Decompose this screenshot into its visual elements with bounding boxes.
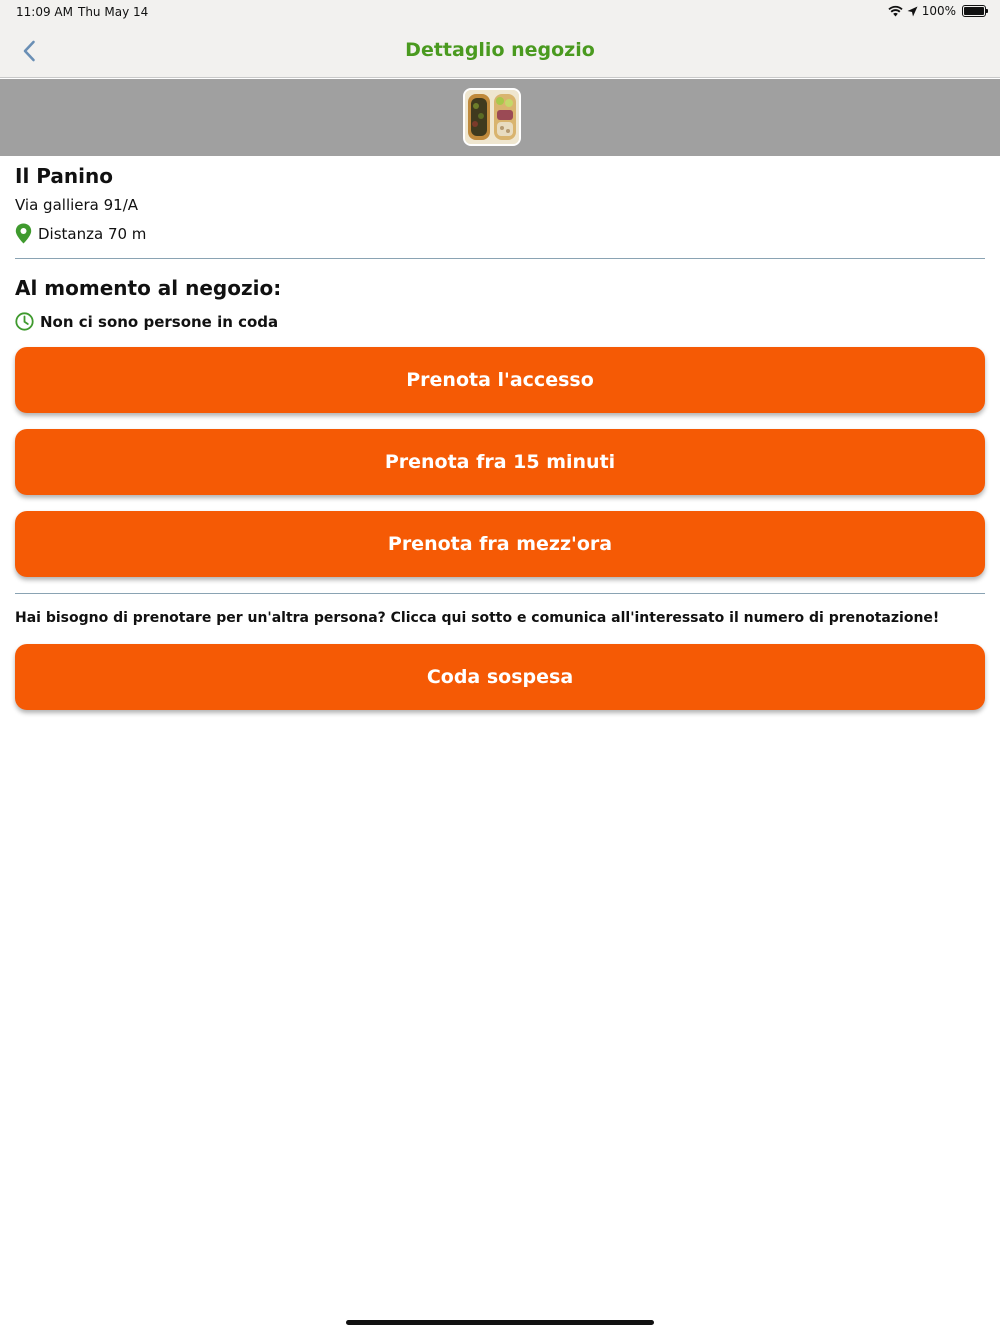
- current-status-title: Al momento al negozio:: [15, 276, 282, 300]
- home-indicator[interactable]: [346, 1320, 654, 1325]
- book-15-minutes-button[interactable]: Prenota fra 15 minuti: [15, 429, 985, 495]
- shop-name: Il Panino: [15, 164, 113, 188]
- status-indicators: [888, 4, 986, 18]
- location-pin-icon: [15, 223, 32, 244]
- other-person-info: Hai bisogno di prenotare per un'altra persona? Clicca qui sotto e comunica all'interessato il numero di prenotazione!: [15, 610, 940, 626]
- divider: [15, 258, 985, 259]
- page-title: Dettaglio negozio: [405, 39, 595, 61]
- queue-status-row: [15, 312, 278, 331]
- book-half-hour-button[interactable]: Prenota fra mezz'ora: [15, 511, 985, 577]
- store-logo: [463, 88, 521, 146]
- queue-status-text: Non ci sono persone in coda: [40, 312, 279, 331]
- book-access-button[interactable]: Prenota l'accesso: [15, 347, 985, 413]
- clock-icon: [15, 312, 34, 331]
- distance-row: [15, 223, 146, 244]
- location-arrow-icon: [907, 6, 918, 17]
- distance-label: Distanza 70 m: [38, 224, 147, 243]
- battery-icon: [962, 5, 986, 17]
- store-banner: [0, 79, 1000, 156]
- divider: [15, 593, 985, 594]
- battery-percent: 100%: [921, 4, 956, 18]
- shop-address: Via galliera 91/A: [15, 196, 139, 214]
- suspended-queue-button[interactable]: Coda sospesa: [15, 644, 985, 710]
- status-bar: [0, 0, 1000, 24]
- sandwich-image: [465, 90, 519, 144]
- navigation-bar: [0, 24, 1000, 78]
- wifi-icon: [888, 5, 903, 17]
- status-time: 11:09 AM: [16, 5, 73, 19]
- status-date: Thu May 14: [78, 5, 149, 19]
